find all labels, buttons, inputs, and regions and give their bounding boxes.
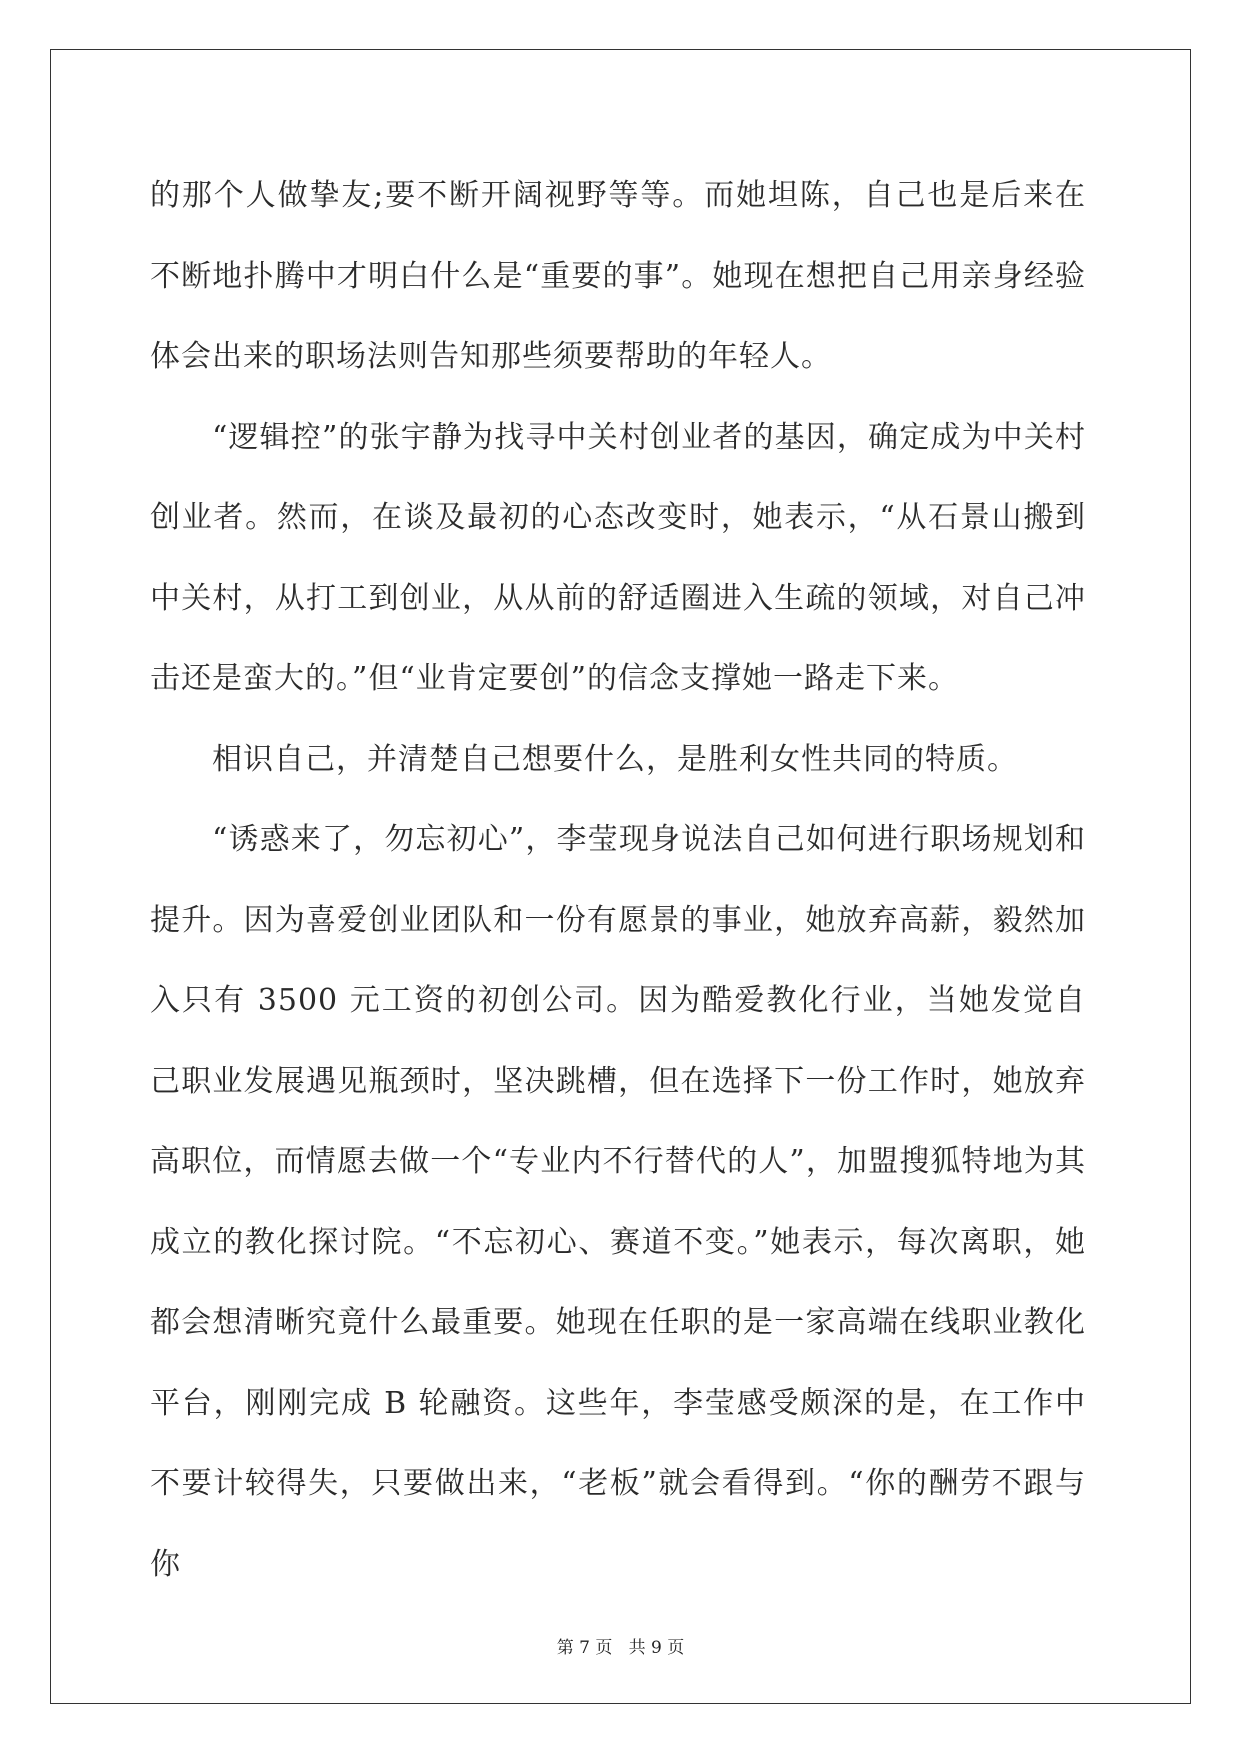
paragraph: “诱惑来了，勿忘初心”，李莹现身说法自己如何进行职场规划和提升。因为喜爱创业团队和一份有愿景的事业，她放弃高薪，毅然加入只有 3500 元工资的初创公司。因为酷爱教化行业，当她发觉自己职业发展遇见瓶颈时，坚决跳槽，但在选择下一份工作时，她放弃高职位，而情愿去做一个“专业内不行替代的人”，加盟搜狐特地为其成立的教化探讨院。“不忘初心、赛道不变。”她表示，每次离职，她都会想清晰究竟什么最重要。她现在任职的是一家高端在线职业教化平台，刚刚完成 B 轮融资。这些年，李莹感受颇深的是，在工作中不要计较得失，只要做出来，“老板”就会看得到。“你的酬劳不跟与你 bbox=[150, 822, 1086, 1582]
paragraph: 相识自己，并清楚自己想要什么，是胜利女性共同的特质。 bbox=[212, 741, 1018, 777]
paragraph: “逻辑控”的张宇静为找寻中关村创业者的基因，确定成为中关村创业者。然而，在谈及最初的心态改变时，她表示，“从石景山搬到中关村，从打工到创业，从从前的舒适圈进入生疏的领域，对自己冲击还是蛮大的。”但“业肯定要创”的信念支撑她一路走下来。 bbox=[150, 419, 1086, 696]
page-number-footer: 第 7 页 共 9 页 bbox=[556, 1638, 685, 1658]
paragraph: 的那个人做挚友;要不断开阔视野等等。而她坦陈，自己也是后来在不断地扑腾中才明白什么是“重要的事”。她现在想把自己用亲身经验体会出来的职场法则告知那些须要帮助的年轻人。 bbox=[150, 178, 1086, 374]
document-body bbox=[150, 156, 1086, 1605]
